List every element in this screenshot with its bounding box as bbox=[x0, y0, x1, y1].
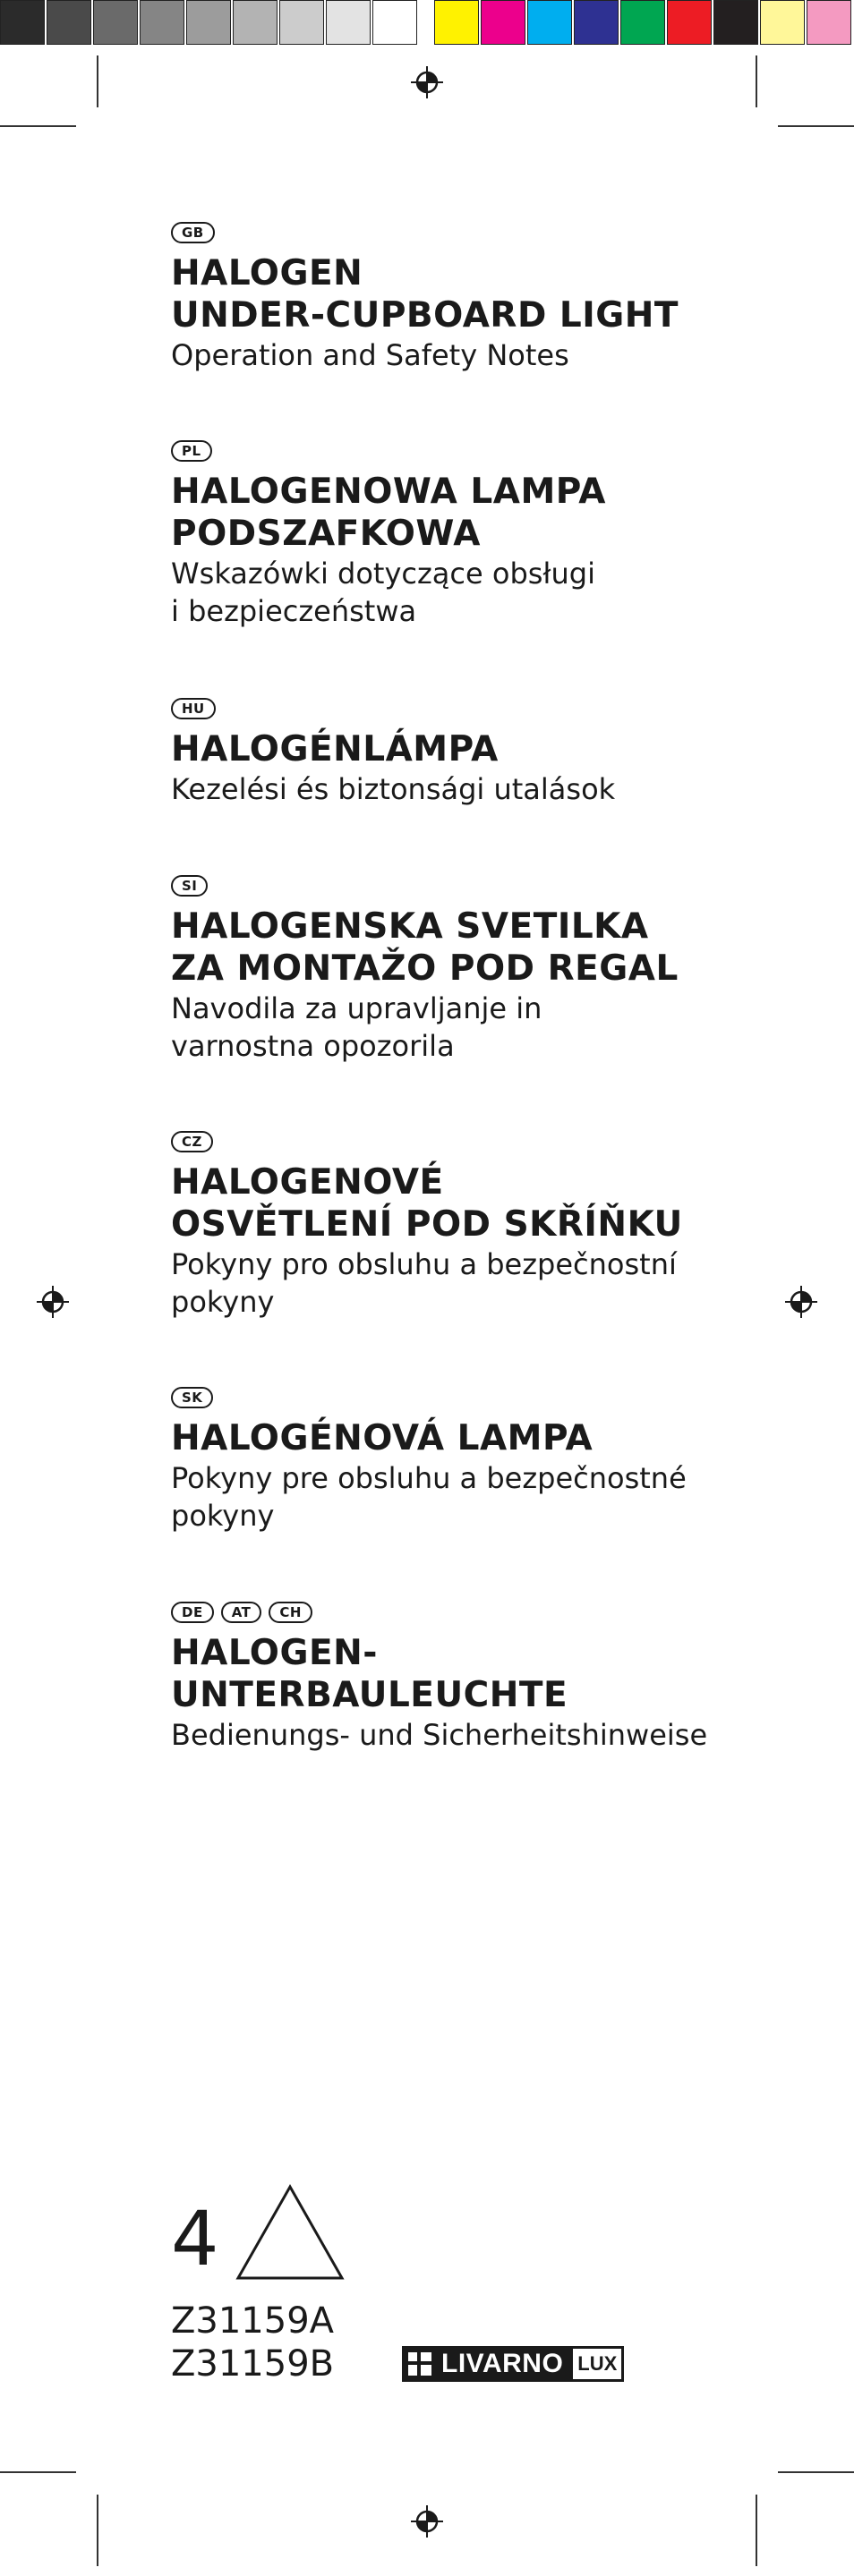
logo-word: LIVARNO bbox=[441, 2349, 564, 2378]
crop-mark bbox=[0, 2471, 76, 2473]
crop-mark bbox=[756, 55, 757, 107]
grayscale-bar bbox=[0, 0, 419, 50]
crop-mark bbox=[97, 2495, 98, 2566]
model-number: Z31159A bbox=[171, 2300, 335, 2342]
language-badges bbox=[171, 1131, 798, 1152]
logo-lux: LUX bbox=[570, 2346, 624, 2382]
language-block-cz bbox=[171, 1131, 798, 1321]
color-swatch bbox=[760, 0, 805, 45]
triangle-icon bbox=[235, 2183, 346, 2282]
color-swatch bbox=[807, 0, 851, 45]
gray-swatch bbox=[186, 0, 231, 45]
color-swatch bbox=[527, 0, 572, 45]
color-swatch bbox=[713, 0, 758, 45]
product-subtitle: Kezelési és biztonsági utalások bbox=[171, 772, 616, 806]
language-badges bbox=[171, 875, 798, 897]
livarno-mark-icon bbox=[402, 2346, 438, 2382]
gray-swatch bbox=[233, 0, 278, 45]
language-badges bbox=[171, 1602, 798, 1623]
product-subtitle: Navodila za upravljanje in varnostna opozorila bbox=[171, 991, 542, 1063]
product-subtitle: Operation and Safety Notes bbox=[171, 338, 569, 372]
language-code-badge: CZ bbox=[171, 1131, 213, 1152]
product-subtitle: Bedienungs- und Sicherheitshinweise bbox=[171, 1718, 708, 1752]
language-code-badge: HU bbox=[171, 698, 216, 719]
gray-swatch bbox=[47, 0, 91, 45]
gray-swatch bbox=[279, 0, 324, 45]
registration-mark-icon bbox=[35, 1284, 71, 1320]
language-block-gb bbox=[171, 222, 798, 374]
language-code-badge: GB bbox=[171, 222, 215, 243]
language-code-badge: AT bbox=[221, 1602, 262, 1623]
color-swatch bbox=[434, 0, 479, 45]
product-title: HALOGENSKA SVETILKA ZA MONTAŽO POD REGAL bbox=[171, 906, 679, 989]
crop-mark bbox=[756, 2495, 757, 2566]
crop-mark bbox=[778, 125, 854, 127]
gray-swatch bbox=[0, 0, 45, 45]
product-title: HALOGÉNLÁMPA bbox=[171, 729, 499, 769]
crop-mark bbox=[97, 55, 98, 107]
product-title: HALOGEN UNDER-CUPBOARD LIGHT bbox=[171, 253, 679, 336]
product-title: HALOGEN- UNTERBAULEUCHTE bbox=[171, 1633, 568, 1715]
language-badges bbox=[171, 222, 798, 243]
language-badges bbox=[171, 698, 798, 719]
product-title: HALOGENOVÉ OSVĚTLENÍ POD SKŘÍŇKU bbox=[171, 1162, 683, 1245]
registration-mark-icon bbox=[409, 2504, 445, 2539]
color-swatch bbox=[481, 0, 525, 45]
gray-swatch bbox=[326, 0, 371, 45]
registration-mark-icon bbox=[409, 64, 445, 100]
product-title: HALOGENOWA LAMPA PODSZAFKOWA bbox=[171, 472, 606, 554]
livarno-logo bbox=[402, 2346, 624, 2382]
language-block-si bbox=[171, 875, 798, 1065]
language-block-de-at-ch bbox=[171, 1602, 798, 1754]
gray-swatch bbox=[93, 0, 138, 45]
language-code-badge: SI bbox=[171, 875, 208, 897]
product-subtitle: Wskazówki dotyczące obsługi i bezpieczeństwa bbox=[171, 557, 595, 628]
age-count: 4 bbox=[171, 2195, 219, 2283]
language-code-badge: SK bbox=[171, 1387, 213, 1408]
language-block-sk bbox=[171, 1387, 798, 1535]
crop-mark bbox=[0, 125, 76, 127]
color-swatch bbox=[574, 0, 619, 45]
product-title: HALOGÉNOVÁ LAMPA bbox=[171, 1418, 594, 1458]
language-code-badge: DE bbox=[171, 1602, 214, 1623]
gray-swatch bbox=[140, 0, 184, 45]
color-swatch bbox=[667, 0, 712, 45]
product-subtitle: Pokyny pre obsluhu a bezpečnostné pokyny bbox=[171, 1461, 687, 1533]
color-bar bbox=[434, 0, 853, 50]
model-number: Z31159B bbox=[171, 2343, 335, 2385]
language-code-badge: CH bbox=[269, 1602, 312, 1623]
language-block-hu bbox=[171, 698, 798, 808]
language-badges bbox=[171, 1387, 798, 1408]
language-block-pl bbox=[171, 440, 798, 630]
product-subtitle: Pokyny pro obsluhu a bezpečnostní pokyny bbox=[171, 1247, 677, 1319]
language-code-badge: PL bbox=[171, 440, 212, 462]
language-badges bbox=[171, 440, 798, 462]
gray-swatch bbox=[372, 0, 417, 45]
crop-mark bbox=[778, 2471, 854, 2473]
color-swatch bbox=[620, 0, 665, 45]
